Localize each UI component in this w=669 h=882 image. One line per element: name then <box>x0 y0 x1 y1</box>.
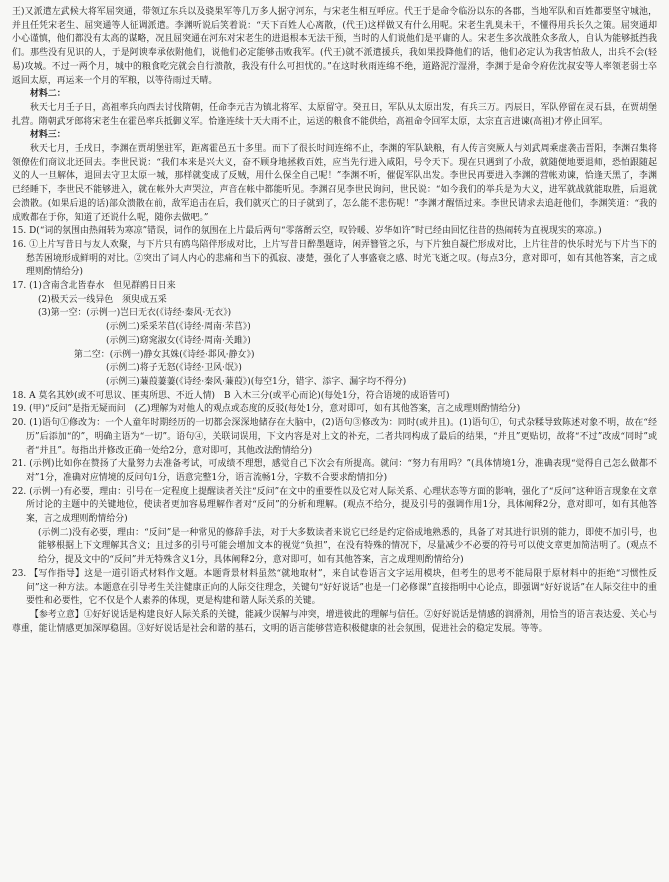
answer-17-6: 第二空：(示例一)静女其姝(《诗经·邶风·静女》) <box>74 349 255 360</box>
answer-15: 15. D(“词的氛围由热闹转为寒凉”错误，词作的氛围在上片最后两句“零落酹云空，叹铃暖、岁华如许”时已经由回忆往昔的热闹转为直视现实的寒凉。) <box>12 226 602 237</box>
answer-17-2: (2)极天云一线异色 须臾成五采 <box>38 294 167 305</box>
material-two-translation: 秋天七月壬子日，高祖率兵向西去讨伐隋朝，任命李元吉为镇北将军、太原留守。癸丑日，军队从太原出发，有兵三万。丙辰日，军队停留在灵石县，在贾胡堡扎营。隋朝武牙郎将宋老生在霍邑率兵抵御义军。恰逢连续十天大雨不止，运送的粮食不能供给，高祖命令回军太原，太宗直言进谏(高祖)才停止回军。 <box>12 102 657 127</box>
material-three-translation: 秋天七月，壬戌日，李渊在贾胡堡驻军，距离霍邑五十多里。而下了很长时间连绵不止，李渊的军队缺粮，有人传言突厥人与刘武周乘虚袭击晋阳，李渊召集将领僚佐们商议北还回去。李世民说：“我们本来是兴大义，奋不顾身地拯救百姓，应当先行进入咸阳，号令天下。现在只遇到了小敌，就随便地要退师，恐怕跟随起义的人一旦解体，退回去守卫太原一城，那样就变成了反贼，用什么保全自己呢！”李渊不听，催促军队出发。李世民再要进入李渊的营帐劝谏，恰逢天黑了，李渊已经睡下，李世民不能够进入，就在帐外大声哭泣，声音在帐中都能听见。李渊召见李世民询问，世民说：“如今我们的举兵是为大义，进军就战就能取胜，后退就会溃散。(如果后退的话)部众溃散在前，敌军追击在后，我们就灭亡的日子就到了，怎么能不悲伤呢！”李渊才醒悟过来。李世民请求去追赶他们，李渊笑道：“我的成败都在于你，知道了还说什么呢，随你去做吧。” <box>12 144 657 223</box>
answer-17-3: (3)第一空：(示例一)岂曰无衣(《诗经·秦风·无衣》) <box>38 308 232 319</box>
answer-22-example-2: (示例二)没有必要，理由：“反问”是一种常见的修辞手法，对于大多数读者来说它已经是约定俗成地熟悉的，具备了对其进行识别的能力，即使不加引号，也能够根据上下文理解其含义；且过多的引号可能会增加文本的视觉“负担”，在没有特殊的情况下，尽量减少不必要的符号可以使文章更加简洁明了。(观点不给分，提及文中的“反问”并无特殊含义1分，具体阐释2分，意对即可，如有其他答案，言之成理则酌情给分) <box>38 527 657 566</box>
material-three-heading: 材料三： <box>30 130 66 141</box>
answer-22-example-1: 22. (示例一)有必要，理由：引号在一定程度上提醒读者关注“反问”在文中的重要性以及它对人际关系、心理状态等方面的影响，强化了“反问”这种语言现象在文章所讨论的主题中的关键地位，使读者更加容易理解作者对“反问”的分析和理解。(观点不给分，提及引号的强调作用1分，具体阐释2分，意对即可，如有其他答案，言之成理则酌情给分) <box>12 486 657 525</box>
answer-23-guidance: 23. 【写作指导】这是一道引语式材料作文题。本题背景材料虽然“就地取材”，来自试卷语言文字运用模块，但考生的思考不能局限于原材料中的拒绝“习惯性反问”这一种方法。本题意在引导考生关注健康正向的人际交往理念，关键句“好好说话”也是一门必修课”直接指明中心论点，即强调“好好说话”在人际交往中的重要性和必要性，它不仅是个人素养的体现，更是构建和谐人际关系的关键。 <box>12 568 657 607</box>
answer-17-1: 17. (1)含南含北皆春水 但见群鸥日日来 <box>12 281 176 292</box>
answer-17-8: (示例三)蒹葭萋萋(《诗经·秦风·蒹葭》)(每空1分，错字、添字、漏字均不得分) <box>106 376 407 387</box>
answer-17-4: (示例二)采采芣苢(《诗经·周南·芣苢》) <box>106 322 251 333</box>
answer-17-5: (示例三)窈窕淑女(《诗经·周南·关雎》) <box>106 335 251 346</box>
answer-17-7: (示例二)将子无怒(《诗经·卫风·氓》) <box>106 363 242 374</box>
material-one-translation: 王)又派遣左武候大将军屈突通，带领辽东兵以及骁果军等几万多人据守河东，与宋老生相互呼应。代王于是命令临汾以东的各郡，当地军队和百姓都要坚守城池，并且任凭宋老生、屈突通等人征调派遣。李渊听说后笑着说：“天下百姓人心离散，(代王)这样做又有什么用呢。宋老生乳臭未干，不懂得用兵长久之策。屈突通却小心谨慎，他们都没有太高的谋略，况且屈突通在河东对宋老生的进退根本无法干预，当时的人们说他们是平庸的人。宋老生多次战胜众多敌人，自认为能够抵挡我们。那些没有见识的人，于是阿谀奉承依附他们，说他们必定能够击败我军。(代王)就不派遣援兵，我如果投降他们的话，他们必定认为我害怕敌人，出兵不会(轻易)攻城。不过一两个月，城中的粮食吃完就会自行溃散，我没有什么可担忧的。”在这时秋雨连绵不绝，道路泥泞湿滑，李渊于是命令府佐沈叔安等人率领老弱士卒返回太原，再运来一个月的军粮，以等待雨过天晴。 <box>12 7 657 86</box>
answer-18: 18. A 莫名其妙(或不可思议、匪夷所思、不近人情) B 入木三分(或平心而论)(每处1分，符合语境的成语皆可) <box>12 390 450 401</box>
answer-16: 16. ①上片写昔日与友人欢聚，与下片只有鸥鸟陪伴形成对比，上片写昔日醉墨题诗，闲弄簪管之乐，与下片独自凝伫形成对比，上片往昔的快乐时光与下片当下的愁苦困境形成鲜明的对比。②突出了词人内心的悲痛和当下的孤寂、凄楚，强化了人事盛衰之感、时光飞逝之叹。(每点3分，意对即可，如有其他答案，言之成理则酌情给分) <box>12 239 657 278</box>
material-two-heading: 材料二： <box>30 89 66 100</box>
answer-20: 20. (1)语句①修改为：一个人童年时期经历的一切都会深深地储存在大脑中，(2)语句③修改为：同时(或并且)。(1)语句①，句式杂糅导致陈述对象不明，故在“经历”后添加“的”，明确主语为“一切”。语句④，关联词误用，下文内容是对上文的补充，二者共同构成了最后的结果，“并且”更贴切，故将“不过”改成“同时”或者“并且”。每指出并修改正确一处给2分，意对即可，其他改法酌情给分) <box>12 418 657 456</box>
answer-19: 19. (甲)“反问”是指无疑而问 (乙)理解为对他人的观点或态度的反驳(每处1分，意对即可，如有其他答案，言之成理则酌情给分) <box>12 404 521 415</box>
answer-23-reference: 【参考立意】①好好说话是构建良好人际关系的关键，能减少误解与冲突，增进彼此的理解与信任。②好好说话是情感的润滑剂，用恰当的语言表达爱、关心与尊重，能让情感更加深厚稳固。③好好说话是社会和谐的基石，文明的语言能够营造积极健康的社会氛围，促进社会的稳定发展。等等。 <box>12 609 657 634</box>
answer-21: 21. (示例)比如你在赞扬了大量努力去准备考试，可成绩不理想，感觉自己下次会有所提高。就问：“努力有用吗？”(具体情境1分，准确表现“觉得自己怎么做都不对”1分，准确对应情境的反问句1分，语意完整1分，语言流畅1分，字数不合要求酌情扣分) <box>12 459 657 483</box>
